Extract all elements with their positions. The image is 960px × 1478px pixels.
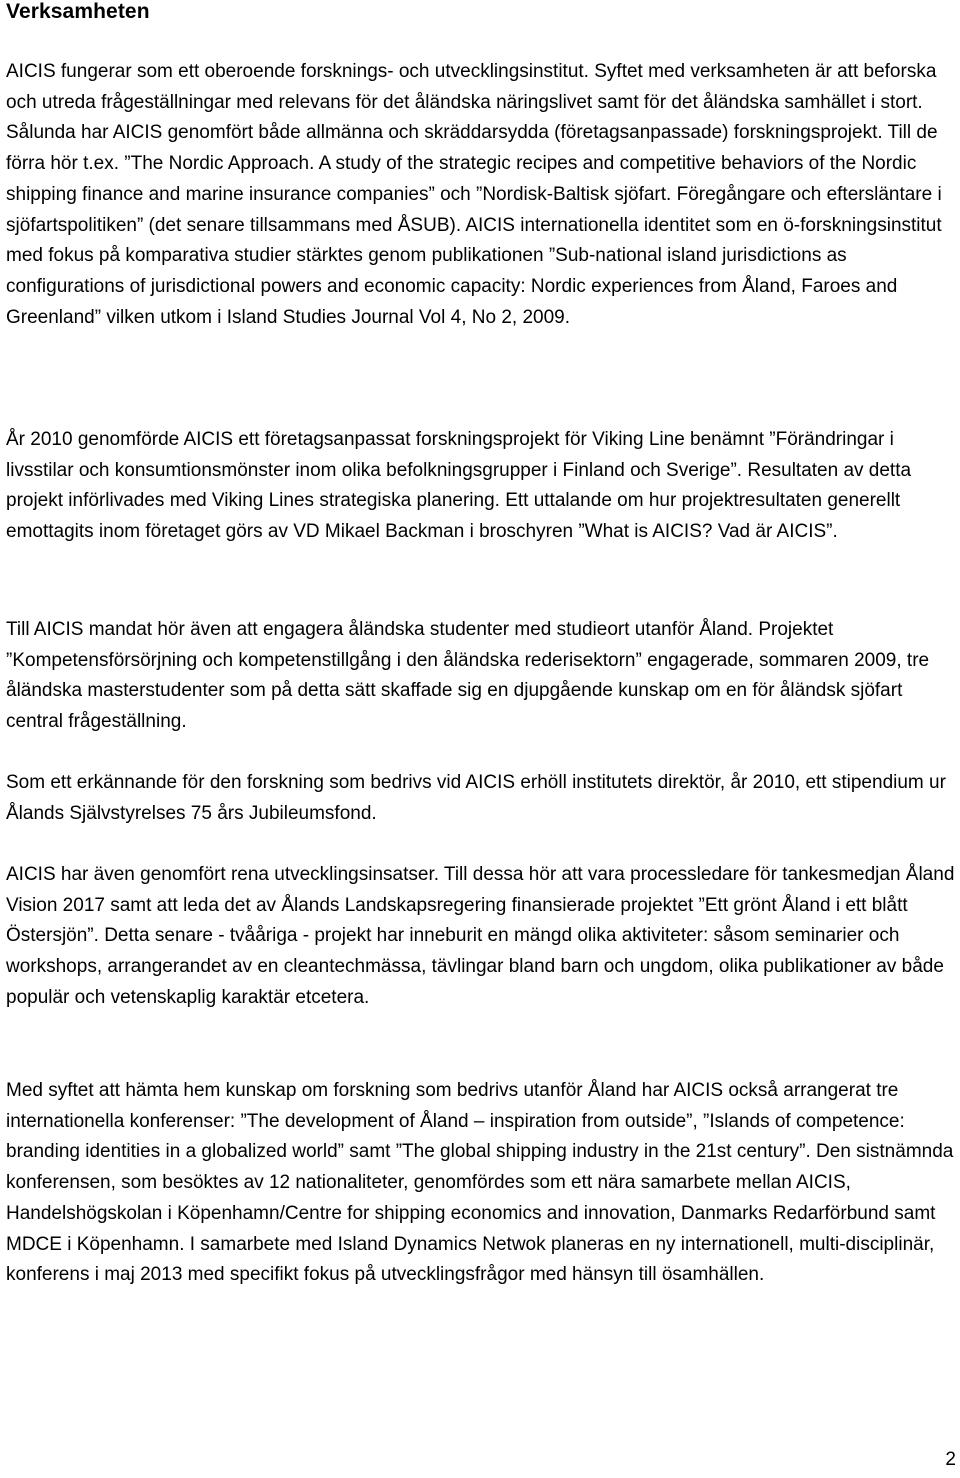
page-number: 2 <box>945 1449 956 1470</box>
paragraph-development-efforts: AICIS har även genomfört rena utvecklingsinsatser. Till dessa hör att vara processledare för tankesmedjan Åland Vision 2017 samt att leda det av Ålands Landskapsregering finansierade projektet ”Ett grönt Åland i ett blått Östersjön”. Detta senare - tvååriga - projekt har inneburit en mängd olika aktiviteter: såsom seminarier och workshops, arrangerandet av en cleantechmässa, tävlingar bland barn och ungdom, olika publikationer av både populär och vetenskaplig karaktär etcetera. <box>6 864 955 1008</box>
paragraph-student-engagement: Till AICIS mandat hör även att engagera åländska studenter med studieort utanför Åland. Projektet ”Kompetensförsörjning och kompetenstillgång i den åländska rederisektorn” engagerade, sommaren 2009, tre åländska masterstudenter som på detta sätt skaffade sig en djupgående kunskap om en för åländsk sjöfart central frågeställning. <box>6 619 930 733</box>
paragraph-viking-line-project: År 2010 genomförde AICIS ett företagsanpassat forskningsprojekt för Viking Line benämnt ”Förändringar i livsstilar och konsumtionsmönster inom olika befolkningsgrupper i Finland och Sverige”. Resultaten av detta projekt införlivades med Viking Lines strategiska planering. Ett uttalande om hur projektresultaten generellt emottagits inom företaget görs av VD Mikael Backman i broschyren ”What is AICIS? Vad är AICIS”. <box>6 429 912 543</box>
paragraph-research-overview: AICIS fungerar som ett oberoende forsknings- och utvecklingsinstitut. Syftet med verksamheten är att beforska och utreda frågeställningar med relevans för det åländska näringslivet samt för det åländska samhället i stort. Sålunda har AICIS genomfört både allmänna och skräddarsydda (företagsanpassade) forskningsprojekt. Till de förra hör t.ex. ”The Nordic Approach. A study of the strategic recipes and competitive behaviors of the Nordic shipping finance and marine insurance companies” och ”Nordisk-Baltisk sjöfart. Föregångare och eftersläntare i sjöfartspolitiken” (det senare tillsammans med ÅSUB). AICIS internationella identitet som en ö-forskningsinstitut med fokus på komparativa studier stärktes genom publikationen ”Sub-national island jurisdictions as configurations of jurisdictional powers and economic capacity: Nordic experiences from Åland, Faroes and Greenland” vilken utkom i Island Studies Journal Vol 4, No 2, 2009. <box>6 61 942 328</box>
paragraph-international-conferences: Med syftet att hämta hem kunskap om forskning som bedrivs utanför Åland har AICIS också arrangerat tre internationella konferenser: ”The development of Åland – inspiration from outside”, ”Islands of competence: branding identities in a globalized world” samt ”The global shipping industry in the 21st century”. Den sistnämnda konferensen, som besöktes av 12 nationaliteter, genomfördes som ett nära samarbete mellan AICIS, Handelshögskolan i Köpenhamn/Centre for shipping economics and innovation, Danmarks Redarförbund samt MDCE i Köpenhamn. I samarbete med Island Dynamics Netwok planeras en ny internationell, multi-disciplinär, konferens i maj 2013 med specifikt fokus på utvecklingsfrågor med hänsyn till ösamhällen. <box>6 1080 954 1286</box>
paragraph-scholarship: Som ett erkännande för den forskning som bedrivs vid AICIS erhöll institutets direktör, år 2010, ett stipendium ur Ålands Självstyrelses 75 års Jubileumsfond. <box>6 772 946 824</box>
section-heading: Verksamheten <box>6 0 150 23</box>
document-page <box>6 0 956 1286</box>
